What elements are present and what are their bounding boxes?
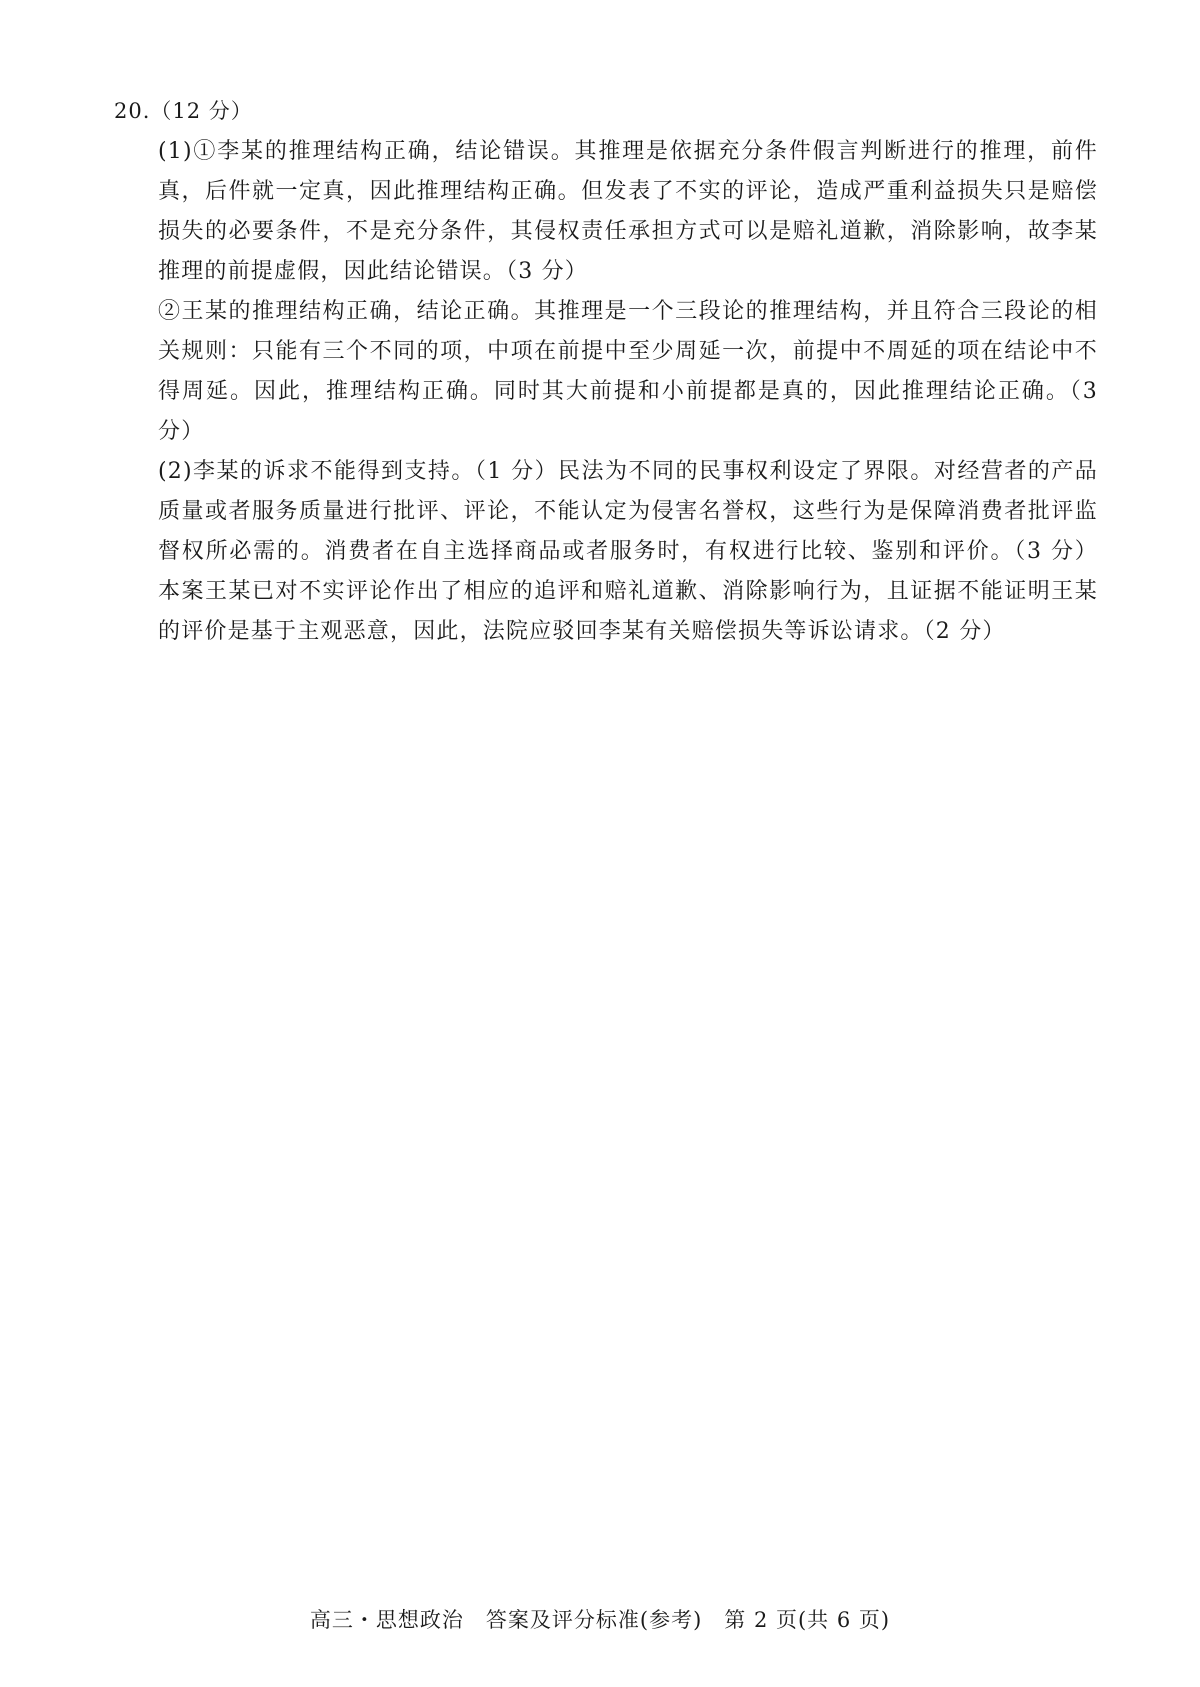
page-footer: 高三・思想政治 答案及评分标准(参考) 第 2 页(共 6 页): [309, 1608, 891, 1632]
answer-paragraph-1-2: ②王某的推理结构正确，结论正确。其推理是一个三段论的推理结构，并且符合三段论的相关规则：只能有三个不同的项，中项在前提中至少周延一次，前提中不周延的项在结论中不得周延。因此，推理结构正确。同时其大前提和小前提都是真的，因此推理结论正确。（3 分）: [158, 299, 1098, 444]
answer-paragraph-2: (2)李某的诉求不能得到支持。（1 分）民法为不同的民事权利设定了界限。对经营者的产品质量或者服务质量进行批评、评论，不能认定为侵害名誉权，这些行为是保障消费者批评监督权所必需的。消费者在自主选择商品或者服务时，有权进行比较、鉴别和评价。（3 分）本案王某已对不实评论作出了相应的追评和赔礼道歉、消除影响行为，且证据不能证明王某的评价是基于主观恶意，因此，法院应驳回李某有关赔偿损失等诉讼请求。（2 分）: [158, 459, 1098, 644]
answer-body: [158, 132, 1098, 652]
question-number-heading: 20.（12 分）: [114, 99, 253, 123]
answer-paragraph-1-1: (1)①李某的推理结构正确，结论错误。其推理是依据充分条件假言判断进行的推理，前件真，后件就一定真，因此推理结构正确。但发表了不实的评论，造成严重利益损失只是赔偿损失的必要条件，不是充分条件，其侵权责任承担方式可以是赔礼道歉，消除影响，故李某推理的前提虚假，因此结论错误。（3 分）: [158, 139, 1098, 284]
